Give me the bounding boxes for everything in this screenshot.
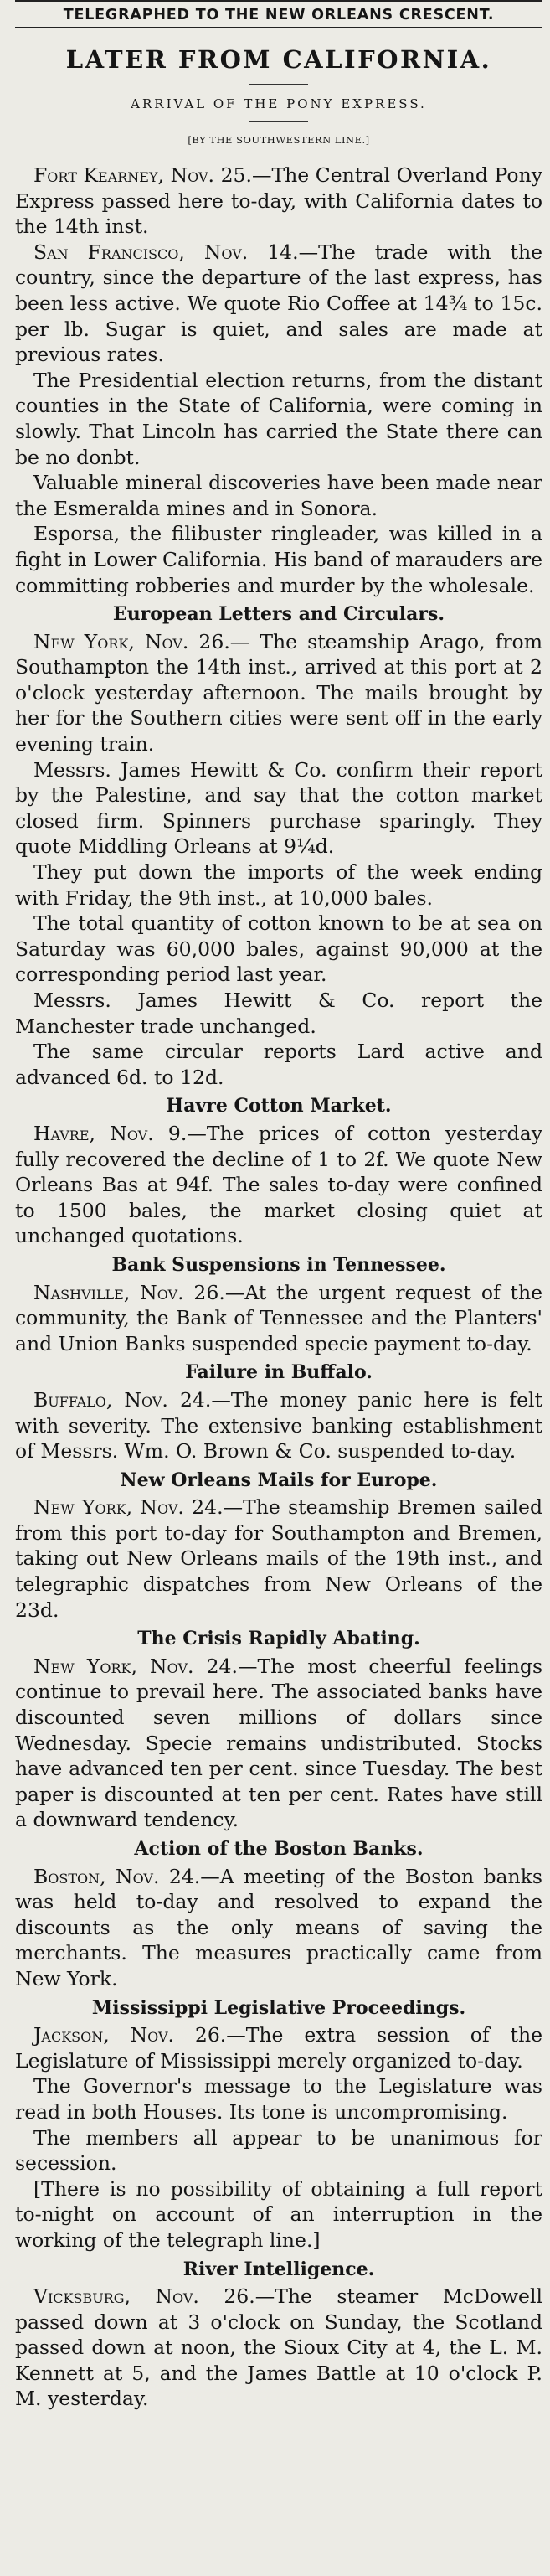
dateline: Fort Kearney, Nov. 25. [33,163,252,187]
section-heading: New Orleans Mails for Europe. [120,1469,438,1491]
paragraph [15,1864,542,1992]
paragraph [15,2022,542,2073]
paragraph-text: Esporsa, the filibuster ringleader, was killed in a fight in Lower California. His band of marauders are committing robberies and murder by the wholesale. [15,522,542,597]
paragraph-text: The same circular reports Lard active and advanced 6d. to 12d. [15,1040,542,1089]
paragraph-text: —The Central Overland Pony Express passed here to-day, with California dates to the 14th inst. [15,163,542,239]
paragraph-text: —At the urgent request of the community, the Bank of Tennessee and the Planters' and Union Banks suspended specie payment to-day. [15,1280,543,1355]
paragraph-text: [There is no possibility of obtaining a full report to-night on account of an interruption in the working of the telegraph line.] [15,2176,542,2252]
headline: LATER FROM CALIFORNIA. [65,45,492,74]
paragraph-text: —The prices of cotton yesterday fully recovered the decline of 1 to 2f. We quote New Orleans Bas at 94f. The sales to-day were confined to 1500 bales, the market closing quiet at unchanged quotations. [15,1121,542,1248]
paragraph-text: The Governor's message to the Legislature was read in both Houses. Its tone is uncompromising. [15,2074,542,2124]
dateline: New York, Nov. 24. [33,1495,224,1520]
paragraph [15,1121,542,1249]
paragraph-text: —The money panic here is felt with severity. The extensive banking establishment of Messrs. Wm. O. Brown & Co. suspended to-day. [15,1387,542,1464]
article-column [15,0,542,2412]
paragraph [15,2073,542,2124]
section-heading: Havre Cotton Market. [166,1095,392,1118]
paragraph [15,860,542,911]
section-heading: The Crisis Rapidly Abating. [137,1628,420,1650]
dateline: Havre, Nov. 9. [33,1121,188,1145]
dateline: Jackson, Nov. 26. [33,2023,227,2047]
paragraph [15,240,542,368]
dateline: New York, Nov. 24. [33,1654,238,1678]
article-body [15,163,542,2412]
paragraph [15,521,542,598]
paragraph-text: —The trade with the country, since the departure of the last express, has been less active. We quote Rio Coffee at 14¾ to 15c. per lb. Sugar is quiet, and sales are made at previous rates. [15,240,542,367]
paragraph [15,629,542,757]
dateline: Vicksburg, Nov. 26. [33,2284,255,2309]
section-heading: River Intelligence. [182,2258,375,2280]
paragraph-text: They put down the imports of the week ending with Friday, the 9th inst., at 10,000 bales. [15,860,542,910]
paragraph-text: — The steamship Arago, from Southampton the 14th inst., arrived at this port at 2 o'clock yesterday afternoon. The mails brought by her for the Southern cities were sent off in the early evening train. [15,629,542,756]
section-heading: Failure in Buffalo. [185,1361,373,1384]
paragraph [15,1280,542,1357]
paragraph [15,911,542,988]
paragraph [15,1387,542,1464]
paragraph-text: The total quantity of cotton known to be at sea on Saturday was 60,000 bales, against 90,000 at the corresponding period last year. [15,911,542,987]
paragraph [15,1039,542,1090]
section-heading: European Letters and Circulars. [112,603,445,626]
paragraph [15,2125,542,2176]
section-heading: Mississippi Legislative Proceedings. [91,1996,466,2019]
dateline: Buffalo, Nov. 24. [33,1387,212,1412]
paragraph-text: The Presidential election returns, from the distant counties in the State of California, were coming in slowly. That Lincoln has carried the State there can be no donbt. [15,368,542,469]
divider [249,84,308,85]
paragraph [15,2176,542,2253]
byline: [BY THE SOUTHWESTERN LINE.] [188,134,370,146]
paragraph [15,368,542,470]
paragraph-text: Messrs. James Hewitt & Co. confirm their report by the Palestine, and say that the cotton market closed firm. Spinners purchase sparingly. They quote Middling Orleans at 9¼d. [15,757,542,859]
paragraph-text: Valuable mineral discoveries have been made near the Esmeralda mines and in Sonora. [15,471,542,520]
section-heading: Action of the Boston Banks. [134,1838,424,1860]
divider [249,121,308,122]
paragraph-text: —The steamship Bremen sailed from this port to-day for Southampton and Bremen, taking out New Orleans mails of the 19th inst., and telegraphic dispatches from New Orleans of the 23d. [15,1495,542,1622]
paragraph-text: —The extra session of the Legislature of Mississippi merely organized to-day. [15,2023,542,2073]
dateline: Boston, Nov. 24. [33,1864,201,1888]
paragraph-text: Messrs. James Hewitt & Co. report the Manchester trade unchanged. [15,989,542,1038]
paragraph [15,2284,542,2412]
paragraph-text: The members all appear to be unanimous for secession. [15,2125,542,2176]
dateline: New York, Nov. 26. [33,629,230,653]
paragraph [15,470,542,521]
paragraph [15,988,542,1039]
paragraph [15,1654,542,1833]
paragraph-text: —The steamer McDowell passed down at 3 o'clock on Sunday, the Scotland passed down at noon, the Sioux City at 4, the L. M. Kennett at 5, and the James Battle at 10 o'clock P. M. yesterday. [15,2284,542,2411]
dateline: Nashville, Nov. 26. [33,1280,225,1304]
paragraph-text: —A meeting of the Boston banks was held to-day and resolved to expand the discounts as the only means of saving the merchants. The measures practically came from New York. [15,1864,542,1990]
paragraph [15,1494,542,1623]
paragraph [15,757,542,860]
dateline: San Francisco, Nov. 14. [33,240,299,264]
paragraph-text: —The most cheerful feelings continue to prevail here. The associated banks have discounted seven millions of dollars since Wednesday. Specie remains undistributed. Stocks have advanced ten per cent. since Tuesday. The best paper is discounted at ten per cent. Rates have still a downward tendency. [15,1654,542,1832]
subhead: ARRIVAL OF THE PONY EXPRESS. [131,96,427,111]
masthead: TELEGRAPHED TO THE NEW ORLEANS CRESCENT. [63,7,495,23]
paragraph [15,163,542,240]
section-heading: Bank Suspensions in Tennessee. [111,1253,446,1276]
